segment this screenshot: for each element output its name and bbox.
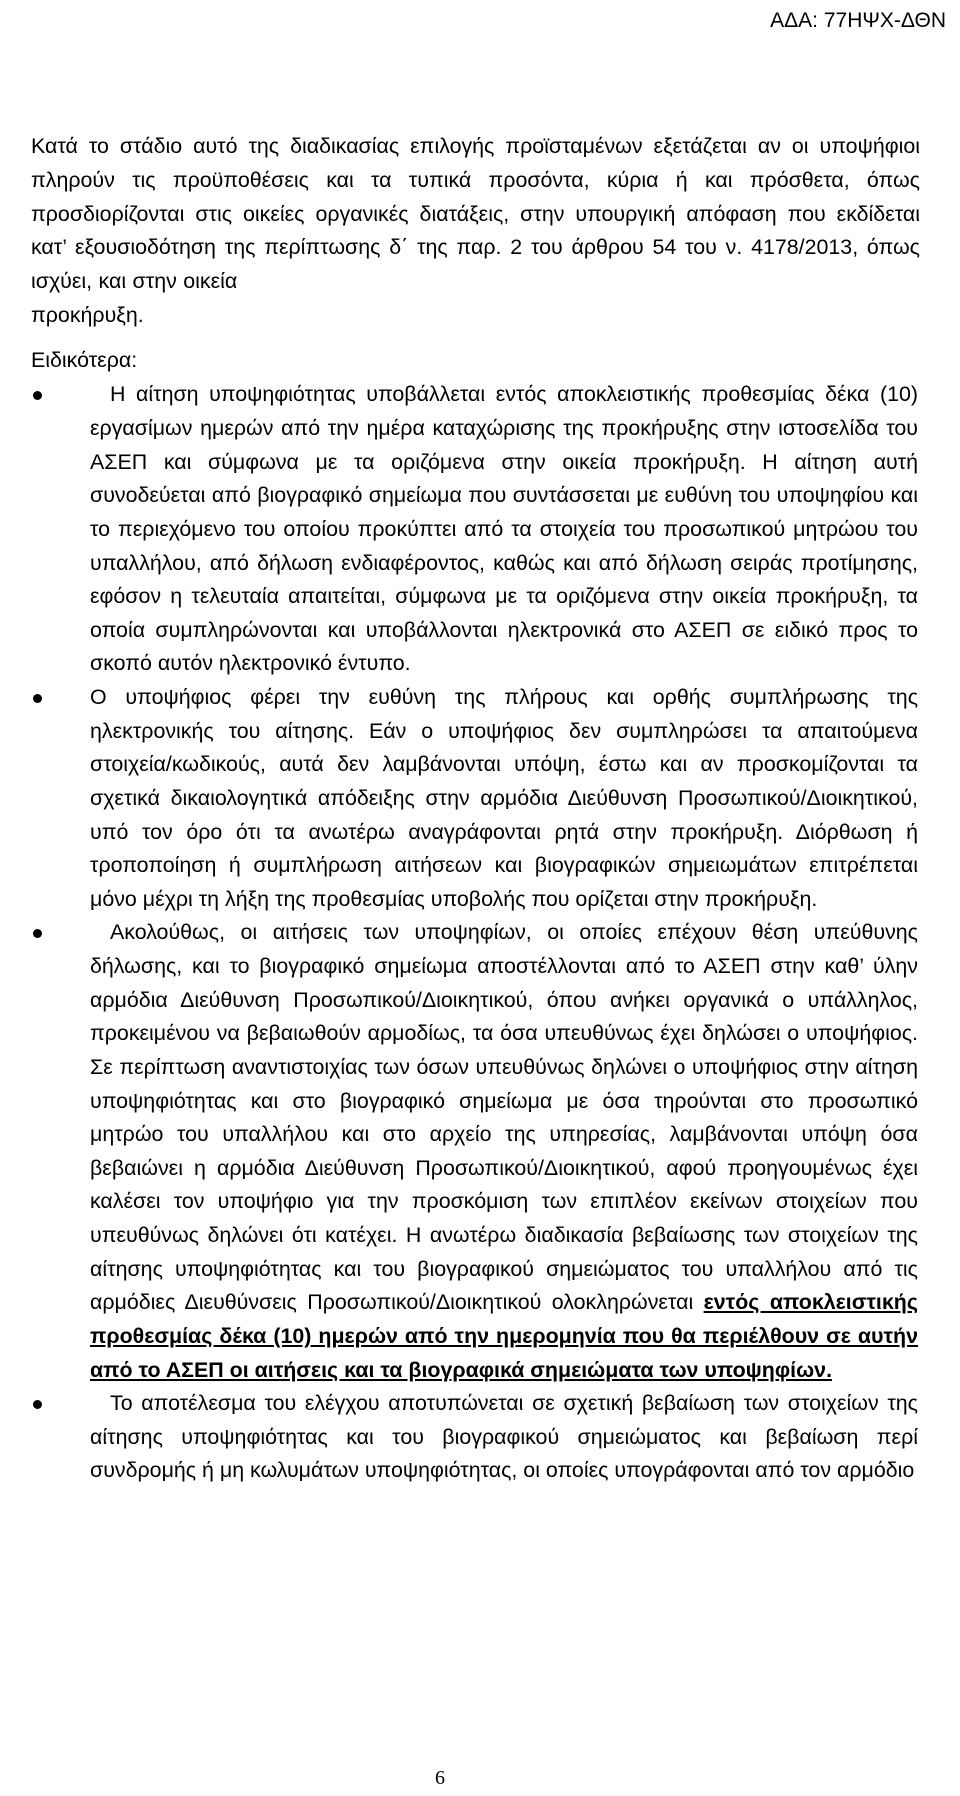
list-item <box>90 681 918 916</box>
bullet-icon <box>33 391 42 400</box>
list-item-text: Ακολούθως, οι αιτήσεις των υποψηφίων, οι οποίες επέχουν θέση υπεύθυνης δήλωσης, και το βιογραφικό σημείωμα αποστέλλονται από το ΑΣΕΠ στην καθ’ ύλην αρμόδια Διεύθυνση Προσωπικού/Διοικητικού, όπου ανήκει οργανικά ο υπάλληλος, προκειμένου να βεβαιωθούν αρμοδίως, τα όσα υπευθύνως έχει δηλώσει ο υποψήφιος. Σε περίπτωση αναντιστοιχίας των όσων υπευθύνως δηλώνει ο υποψήφιος στην αίτηση υποψηφιότητας και στο βιογραφικό σημείωμα με όσα τηρούνται στο προσωπικό μητρώο του υπαλλήλου και στο αρχείο της υπηρεσίας, λαμβάνονται υπόψη όσα βεβαιώνει η αρμόδια Διεύθυνση Προσωπικού/Διοικητικού, αφού προηγουμένως έχει καλέσει τον υποψήφιο για την προσκόμιση των επιπλέον εκείνων στοιχείων που υπευθύνως δηλώνει ότι κατέχει. Η ανωτέρω διαδικασία βεβαίωσης των στοιχείων της αίτησης υποψηφιότητας και του βιογραφικού σημειώματος του υπαλλήλου από τις αρμόδιες Διευθύνσεις Προσωπικού/Διοικητικού ολοκληρώνεται <box>90 920 918 1315</box>
bullet-icon <box>33 929 42 938</box>
list-item-text: Το αποτέλεσμα του ελέγχου αποτυπώνεται σε σχετική βεβαίωση των στοιχείων της αίτησης υποψηφιότητας και του βιογραφικού σημειώματος και βεβαίωση περί συνδρομής ή μη κωλυμάτων υποψηφιότητας, οι οποίες υπογράφονται από τον αρμόδιο <box>90 1391 918 1483</box>
list-item-text: Η αίτηση υποψηφιότητας υποβάλλεται εντός αποκλειστικής προθεσμίας δέκα (10) εργασίμων ημερών από την ημέρα καταχώρισης της προκήρυξης στην ιστοσελίδα του ΑΣΕΠ και σύμφωνα με τα οριζόμενα στην οικεία προκήρυξη. Η αίτηση αυτή συνοδεύεται από βιογραφικό σημείωμα που συντάσσεται με ευθύνη του υποψηφίου και το περιεχόμενο του οποίου προκύπτει από τα στοιχεία του προσωπικού μητρώου του υπαλλήλου, από δήλωση ενδιαφέροντος, καθώς και από δήλωση σειράς προτίμησης, εφόσον η τελευταία απαιτείται, σύμφωνα με τα οριζόμενα στην οικεία προκήρυξη, τα οποία συμπληρώνονται και υποβάλλονται ηλεκτρονικά στο ΑΣΕΠ σε ειδικό προς το σκοπό αυτόν ηλεκτρονικό έντυπο. <box>90 382 918 676</box>
document-body <box>0 130 960 1488</box>
intro-paragraph <box>0 130 920 333</box>
requirements-list <box>0 378 960 1488</box>
list-item-text: Ο υποψήφιος φέρει την ευθύνη της πλήρους και ορθής συμπλήρωσης της ηλεκτρονικής του αίτησης. Εάν ο υποψήφιος δεν συμπληρώσει τα απαιτούμενα στοιχεία/κωδικούς, αυτά δεν λαμβάνονται υπόψη, έστω και αν προσκομίζονται τα σχετικά δικαιολογητικά απόδειξης στην αρμόδια Διεύθυνση Προσωπικού/Διοικητικού, υπό τον όρο ότι τα ανωτέρω αναγράφονται ρητά στην προκήρυξη. Διόρθωση ή τροποποίηση ή συμπλήρωση αιτήσεων και βιογραφικών σημειωμάτων επιτρέπεται μόνο μέχρι τη λήξη της προθεσμίας υποβολής που ορίζεται στην προκήρυξη. <box>90 685 918 911</box>
intro-text: Κατά το στάδιο αυτό της διαδικασίας επιλογής προϊσταμένων εξετάζεται αν οι υποψήφιοι πληρούν τις προϋποθέσεις και τα τυπικά προσόντα, κύρια ή και πρόσθετα, όπως προσδιορίζονται στις οικείες οργανικές διατάξεις, στην υπουργική απόφαση που εκδίδεται κατ’ εξουσιοδότηση της περίπτωσης δ΄ της παρ. 2 του άρθρου 54 του ν. 4178/2013, όπως ισχύει, και στην οικεία <box>31 134 920 294</box>
deadline-emphasis: εντός αποκλειστικής προθεσμίας δέκα (10) ημερών από την ημερομηνία που θα περιέλθουν σε αυτήν από το ΑΣΕΠ οι αιτήσεις και τα βιογραφικά σημειώματα των υποψηφίων. <box>90 1290 918 1382</box>
intro-last-line: προκήρυξη. <box>31 302 144 327</box>
bullet-icon <box>33 1400 42 1409</box>
list-item <box>90 916 918 1387</box>
list-item <box>90 1387 918 1488</box>
specifically-label: Ειδικότερα: <box>31 347 138 372</box>
ada-code-header: ΑΔΑ: 77ΗΨΧ-ΔΘΝ <box>770 9 946 32</box>
bullet-icon <box>33 694 42 703</box>
list-item <box>90 378 918 681</box>
page-number: 6 <box>435 1767 445 1789</box>
